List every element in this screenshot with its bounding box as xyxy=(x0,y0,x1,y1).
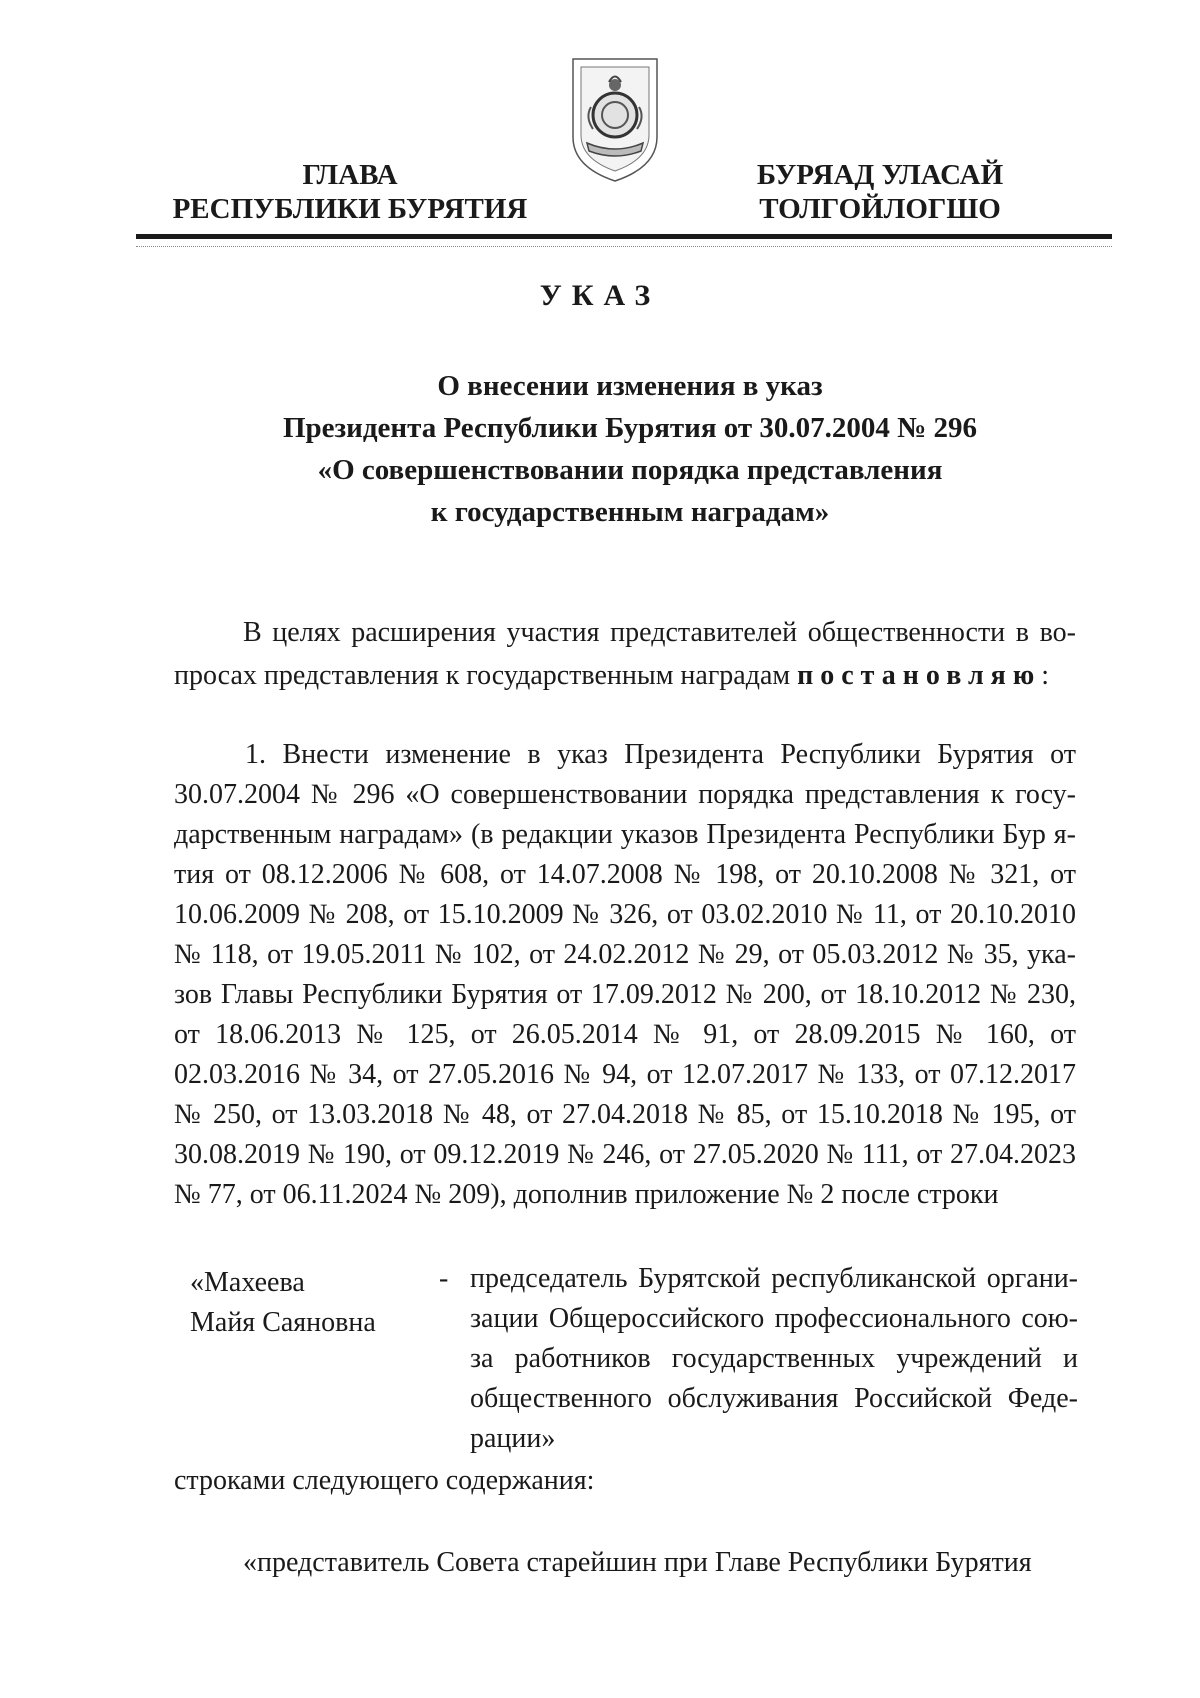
item1-line-5: 10.06.2009 № 208, от 15.10.2009 № 326, от 03.02.2010 № 11, от 20.10.2010 xyxy=(174,899,1076,930)
header-divider xyxy=(136,234,1112,239)
new-entry-line: «представитель Совета старейшин при Главе Республики Бурятия xyxy=(243,1547,1032,1578)
entry-desc-line-2: зации Общероссийского профессионального сою- xyxy=(470,1303,1078,1334)
title-line-3: «О совершенствовании порядка представления xyxy=(317,454,943,486)
title-line-1: О внесении изменения в указ xyxy=(437,370,823,402)
issuer-line-2: РЕСПУБЛИКИ БУРЯТИЯ xyxy=(172,193,528,225)
entry-name-line-1: «Махеева xyxy=(190,1267,305,1298)
issuer-buryat-line-1: БУРЯАД УЛАСАЙ xyxy=(756,159,1004,191)
after-entry-text: строками следующего содержания: xyxy=(174,1465,595,1496)
preamble-colon: : xyxy=(1041,660,1050,691)
entry-desc-line-1: председатель Бурятской республиканской органи- xyxy=(470,1263,1078,1294)
document-title xyxy=(200,365,1060,533)
entry-desc-line-4: общественного обслуживания Российской Феде- xyxy=(470,1383,1078,1414)
entry-desc-line-5: рации» xyxy=(470,1423,556,1454)
header-divider-thin xyxy=(136,246,1112,247)
item1-line-11: 30.08.2019 № 190, от 09.12.2019 № 246, от 27.05.2020 № 111, от 27.04.2023 xyxy=(174,1139,1076,1170)
item1-line-8: от 18.06.2013 № 125, от 26.05.2014 № 91, от 28.09.2015 № 160, от xyxy=(174,1019,1076,1050)
decree-verb: постановляю xyxy=(797,660,1042,691)
issuer-title-russian xyxy=(140,158,560,226)
item1-line-6: № 118, от 19.05.2011 № 102, от 24.02.2012 № 29, от 05.03.2012 № 35, ука- xyxy=(174,939,1076,970)
issuer-line-1: ГЛАВА xyxy=(302,159,398,191)
preamble-text: просах представления к государственным наградам xyxy=(174,660,798,691)
item1-line-10: № 250, от 13.03.2018 № 48, от 27.04.2018 № 85, от 15.10.2018 № 195, от xyxy=(174,1099,1076,1130)
document-type: УКАЗ xyxy=(539,279,661,312)
entry-desc-line-3: за работников государственных учреждений и xyxy=(470,1343,1078,1374)
preamble-line-2 xyxy=(174,660,1049,692)
item1-line-9: 02.03.2016 № 34, от 27.05.2016 № 94, от 12.07.2017 № 133, от 07.12.2017 xyxy=(174,1059,1076,1090)
item1-line-2: 30.07.2004 № 296 «О совершенствовании порядка представления к госу- xyxy=(174,779,1076,810)
title-line-4: к государственным наградам» xyxy=(430,496,830,528)
item1-line-4: тия от 08.12.2006 № 608, от 14.07.2008 № 198, от 20.10.2008 № 321, от xyxy=(174,859,1076,890)
entry-dash: - xyxy=(439,1263,449,1294)
issuer-buryat-line-2: ТОЛГОЙЛОГШО xyxy=(759,193,1001,225)
item1-line-3: дарственным наградам» (в редакции указов Президента Республики Бур я- xyxy=(174,819,1076,850)
item1-line-1: 1. Внести изменение в указ Президента Республики Бурятия от xyxy=(245,739,1076,770)
preamble-line-1: В целях расширения участия представителей общественности в во- xyxy=(243,617,1076,648)
title-line-2: Президента Республики Бурятия от 30.07.2004 № 296 xyxy=(282,412,978,444)
item1-line-12: № 77, от 06.11.2024 № 209), дополнив приложение № 2 после строки xyxy=(174,1179,999,1210)
coat-of-arms-icon xyxy=(565,55,665,185)
entry-name-line-2: Майя Саяновна xyxy=(190,1307,376,1338)
issuer-title-buryat xyxy=(730,158,1030,226)
item1-line-7: зов Главы Республики Бурятия от 17.09.2012 № 200, от 18.10.2012 № 230, xyxy=(174,979,1076,1010)
